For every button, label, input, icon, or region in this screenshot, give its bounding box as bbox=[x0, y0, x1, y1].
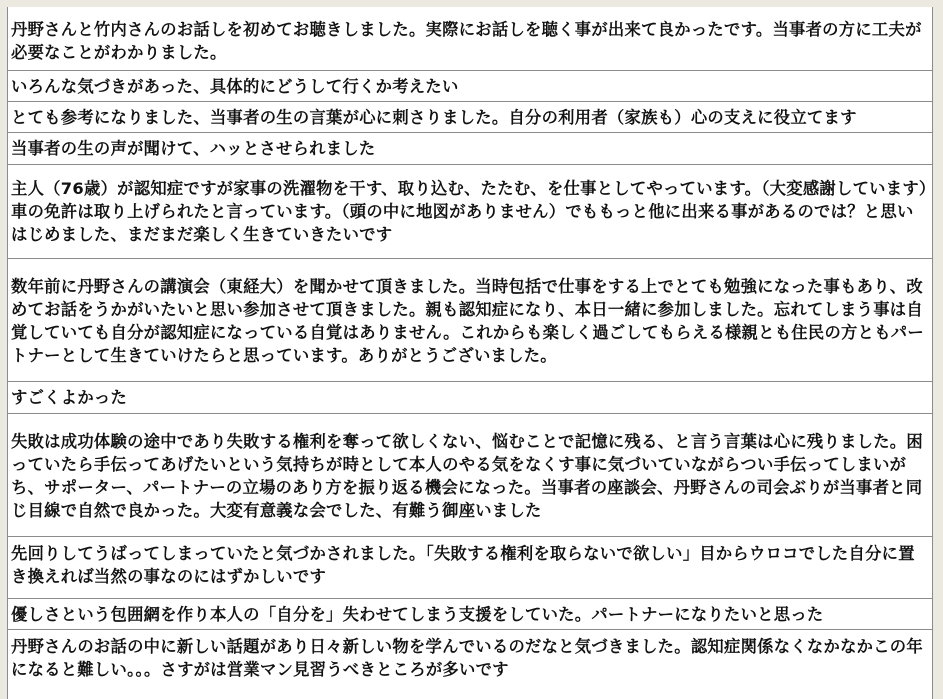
comment-row-6: 数年前に丹野さんの講演会（東経大）を聞かせて頂きました。当時包括で仕事をする上でとても勉強になった事もあり、改めてお話をうかがいたいと思い参加させて頂きました。親も認知症になり、本日一緒に参加しました。忘れてしまう事は自覚していても自分が認知症になっている自覚はありません。これからも楽しく過ごしてもらえる様親とも住民の方ともパートナーとして生きていけたらと思っています。ありがとうございました。 bbox=[8, 258, 932, 381]
comment-row-5: 主人（76歳）が認知症ですが家事の洗濯物を干す、取り込む、たたむ、を仕事としてやっています。（大変感謝しています）車の免許は取り上げられたと言っています。（頭の中に地図がありません）でももっと他に出来る事があるのでは？と思いはじめました、まだまだ楽しく生きていきたいです bbox=[8, 164, 932, 258]
comment-row-2: いろんな気づきがあった、具体的にどうして行くか考えたい bbox=[8, 70, 932, 101]
comment-row-3: とても参考になりました、当事者の生の言葉が心に刺さりました。自分の利用者（家族も）心の支えに役立てます bbox=[8, 101, 932, 132]
comment-row-8: 失敗は成功体験の途中であり失敗する権利を奪って欲しくない、悩むことで記憶に残る、と言う言葉は心に残りました。困っていたら手伝ってあげたいという気持ちが時として本人のやる気をなくす事に気づいていながらつい手伝ってしまいがち、サポーター、パートナーの立場のあり方を振り返る機会になった。当事者の座談会、丹野さんの司会ぶりが当事者と同じ目線で自然で良かった。大変有意義な会でした、有難う御座いました bbox=[8, 413, 932, 536]
comment-row-1: 丹野さんと竹内さんのお話しを初めてお聴きしました。実際にお話しを聴く事が出来て良かったです。当事者の方に工夫が必要なことがわかりました。 bbox=[11, 20, 922, 62]
comment-row-9: 先回りしてうばってしまっていたと気づかされました。「失敗する権利を取らないで欲しい」目からウロコでした自分に置き換えれば当然の事なのにはずかしいです bbox=[8, 536, 932, 598]
comment-row-7: すごくよかった bbox=[8, 381, 932, 413]
comment-table bbox=[7, 7, 933, 699]
comment-row-4: 当事者の生の声が聞けて、ハッとさせられました bbox=[8, 132, 932, 164]
comment-row-10: 優しさという包囲網を作り本人の「自分を」失わせてしまう支援をしていた。パートナーになりたいと思った bbox=[8, 598, 932, 629]
comment-row-11: 丹野さんのお話の中に新しい話題があり日々新しい物を学んでいるのだなと気づきました。認知症関係なくなかなかこの年になると難しい。。。さすがは営業マン見習うべきところが多いです bbox=[8, 629, 932, 690]
